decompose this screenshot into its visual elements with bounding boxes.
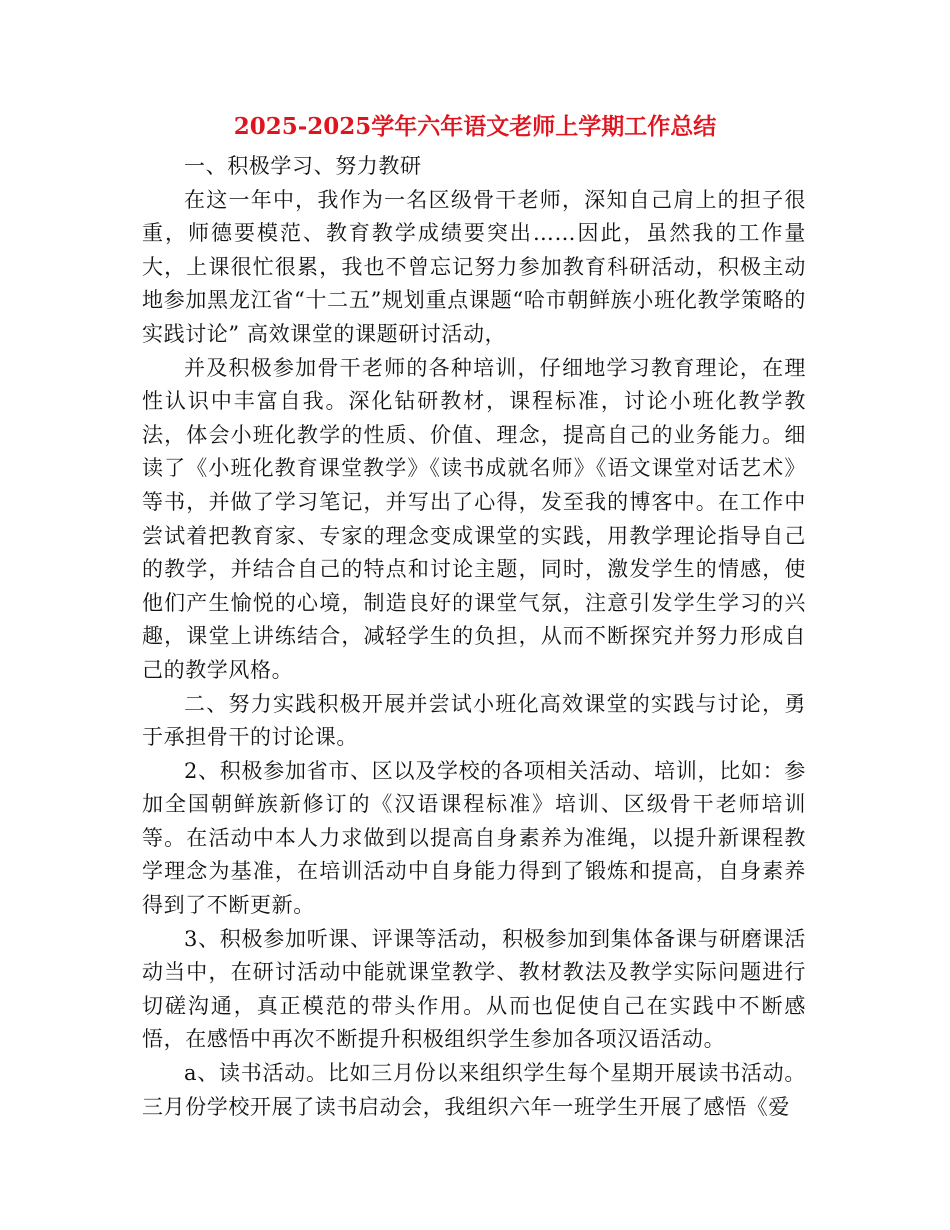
paragraph-2: 并及积极参加骨干老师的各种培训，仔细地学习教育理论，在理性认识中丰富自我。深化钻研教材，课程标准，讨论小班化教学教法，体会小班化教学的性质、价值、理念，提高自己的业务能力。细读了《小班化教育课堂教学》《读书成就名师》《语文课堂对话艺术》等书，并做了学习笔记，并写出了心得，发至我的博客中。在工作中尝试着把教育家、专家的理念变成课堂的实践，用教学理论指导自己的教学，并结合自己的特点和讨论主题，同时，激发学生的情感，使他们产生愉悦的心境，制造良好的课堂气氛，注意引发学生学习的兴趣，课堂上讲练结合，减轻学生的负担，从而不断探究并努力形成自己的教学风格。: [142, 355, 806, 682]
document-body: [142, 150, 806, 1124]
section-heading-2: 二、努力实践积极开展并尝试小班化高效课堂的实践与讨论，勇于承担骨干的讨论课。: [142, 691, 806, 750]
paragraph-5: a、读书活动。比如三月份以来组织学生每个星期开展读书活动。三月份学校开展了读书启动会，我组织六年一班学生开展了感悟《爱: [142, 1061, 806, 1119]
paragraph-1: 在这一年中，我作为一名区级骨干老师，深知自己肩上的担子很重，师德要模范、教育教学成绩要突出……因此，虽然我的工作量大，上课很忙很累，我也不曾忘记努力参加教育科研活动，积极主动地参加黑龙江省“十二五”规划重点课题“哈市朝鲜族小班化教学策略的实践讨论” 高效课堂的课题研讨活动，: [142, 187, 806, 346]
paragraph-3: 2、积极参加省市、区以及学校的各项相关活动、培训，比如：参加全国朝鲜族新修订的《汉语课程标准》培训、区级骨干老师培训等。在活动中本人力求做到以提高自身素养为准绳，以提升新课程教学理念为基准，在培训活动中自身能力得到了锻炼和提高，自身素养得到了不断更新。: [142, 758, 806, 918]
document-title: 2025-2025学年六年语文老师上学期工作总结: [233, 113, 717, 140]
section-heading-1: 一、积极学习、努力教研: [184, 154, 422, 178]
paragraph-4: 3、积极参加听课、评课等活动，积极参加到集体备课与研磨课活动当中，在研讨活动中能就课堂教学、教材教法及教学实际问题进行切磋沟通，真正模范的带头作用。从而也促使自己在实践中不断感悟，在感悟中再次不断提升积极组织学生参加各项汉语活动。: [142, 926, 806, 1052]
